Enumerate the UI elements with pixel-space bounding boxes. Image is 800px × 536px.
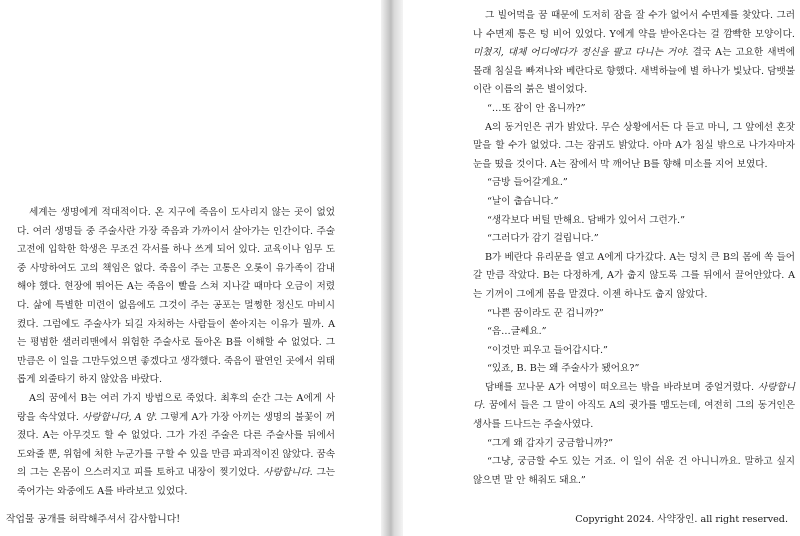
dialogue-line [473, 212, 795, 231]
text-run: “그러다가 감기 걸립니다.” [487, 233, 599, 245]
text-run: A의 동거인은 귀가 밝았다. 무슨 상황에서든 다 듣고 마니, 그 앞에선 혼잣말을 할 수가 없었다. 그는 잠귀도 밝았다. 아마 A가 침실 밖으로 나가자마자 눈을 떴을 것이다. A는 잠에서 막 깨어난 B를 향해 미소를 지어 보였다. [473, 121, 795, 170]
text-run: 그 빌어먹을 꿈 때문에 도저히 잠을 잘 수가 없어서 수면제를 찾았다. 그러나 수면제 통은 텅 비어 있었다. Y에게 약을 받아온다는 걸 깜빡한 모양이다. [473, 10, 795, 40]
dialogue-line [473, 342, 795, 361]
dialogue-line [473, 323, 795, 342]
text-run: A의 꿈에서 B는 여러 가지 방법으로 죽었다. 최후의 순간 그는 A에게 사랑을 속삭였다. [17, 392, 335, 423]
text-run: “이것만 피우고 들어갑시다.” [487, 344, 608, 356]
paragraph [473, 119, 795, 175]
dialogue-line [473, 453, 795, 490]
dialogue-line [473, 305, 795, 324]
italic-phrase: 사랑합니다, A 양. [82, 411, 158, 423]
text-run: “날이 춥습니다.” [487, 195, 559, 207]
text-run: “그게 왜 갑자기 궁금합니까?” [487, 437, 614, 449]
dialogue-line [473, 230, 795, 249]
text-run: 꿈에서 들은 그 말이 아직도 A의 귓가를 맴도는데, 여전히 그의 동거인은 생사를 드나드는 주술사였다. [473, 400, 795, 431]
text-run: “음…글쎄요.” [487, 326, 547, 338]
text-run: 그렇게 A가 가장 아끼는 생명의 불꽃이 꺼졌다. A는 아무것도 할 수 없었다. 그가 가진 주술은 다른 주술사를 뒤에서 도와줄 뿐, 위험에 처한 누군가를 구할 수 있을 만큼 파괴적이진 않았다. 꿈속의 그는 온몸이 으스러지고 피를 토하고 내장이 찢기었다. [17, 411, 335, 479]
paragraph [473, 379, 795, 435]
text-run: “있죠, B. B는 왜 주술사가 됐어요?” [487, 363, 640, 375]
right-page [403, 0, 800, 536]
text-run: “나쁜 꿈이라도 꾼 겁니까?” [487, 307, 604, 319]
paragraph [473, 7, 795, 100]
text-run: “…또 잠이 안 옵니까?” [487, 102, 586, 114]
paragraph [17, 390, 335, 502]
right-page-body [473, 7, 795, 490]
dialogue-line [473, 193, 795, 212]
book-spine [381, 0, 403, 536]
text-run: 세계는 생명에게 적대적이다. 온 지구에 죽음이 도사리지 않는 곳이 없었다. 여러 생명들 중 주술사란 가장 죽음과 가까이서 살아가는 인간이다. 주술고전에 입학한 학생은 무조건 각서를 하나 쓰게 되어 있다. 교육이나 임무 도중 사망하여도 고의 책임은 없다. 죽음이 주는 고통은 오롯이 유가족이 감내해야 했다. 현장에 뛰어든 A는 죽음이 빨을 스쳐 지나갈 때마다 오금이 저렸다. 삶에 특별한 미련이 없음에도 그것이 주는 공포는 멀쩡한 정신도 마비시켰다. 그럼에도 주술사가 되길 자처하는 사람들이 쏟아지는 이유가 뭘까. A는 평범한 샐러리맨에서 위험한 주술사로 돌아온 B를 이해할 수 없었다. 그만큼은 이 일을 그만두었으면 좋겠다고 생각했다. 죽음이 팔연인 곳에서 위태롭게 외줄타기 하지 않았음 바랐다. [17, 207, 335, 386]
left-page-footer: 작업물 공개를 허락해주셔서 감사합니다! [6, 514, 181, 525]
text-run: 그는 죽어가는 와중에도 A를 바라보고 있었다. [17, 467, 335, 497]
text-run: “그냥, 궁금할 수도 있는 거죠. 이 일이 쉬운 건 아니니까요. 말하고 싶지 않으면 말 안 해줘도 돼요.” [473, 456, 795, 486]
text-run: “생각보다 버틸 만해요. 담배가 있어서 그런가.” [487, 214, 685, 226]
text-run: 결국 A는 고요한 새벽에 몰래 침실을 빠져나와 베란다로 향했다. 새벽하늘에 별 하나가 빛났다. 담뱃불이란 이름의 붉은 별이었다. [473, 47, 795, 96]
text-run: 담배를 꼬나문 A가 여명이 떠오르는 밖을 바라보며 중얼거렸다. [485, 381, 758, 393]
italic-phrase: 미쳤지, 대체 어디에다가 정신을 팔고 다니는 거야. [473, 47, 689, 59]
left-page [0, 0, 381, 536]
left-page-body [17, 204, 335, 502]
dialogue-line [473, 360, 795, 379]
copyright-footer: Copyright 2024. 사약장인. all right reserved. [575, 514, 788, 525]
text-run: “금방 들어갈게요.” [487, 177, 568, 189]
dialogue-line [473, 174, 795, 193]
dialogue-line [473, 100, 795, 119]
paragraph [17, 204, 335, 390]
text-run: B가 베란다 유리문을 열고 A에게 다가갔다. A는 덩치 큰 B의 몸에 쏙 들어갈 만큼 작았다. B는 다정하게, A가 춥지 않도록 그를 뒤에서 끌어안았다. A는 기꺼이 그에게 몸을 맡겼다. 이젠 하나도 춥지 않았다. [473, 251, 795, 300]
italic-phrase: 사랑합니다. [263, 467, 313, 479]
dialogue-line [473, 435, 795, 454]
paragraph [473, 249, 795, 305]
italic-phrase: 사랑합니다. [473, 381, 795, 412]
